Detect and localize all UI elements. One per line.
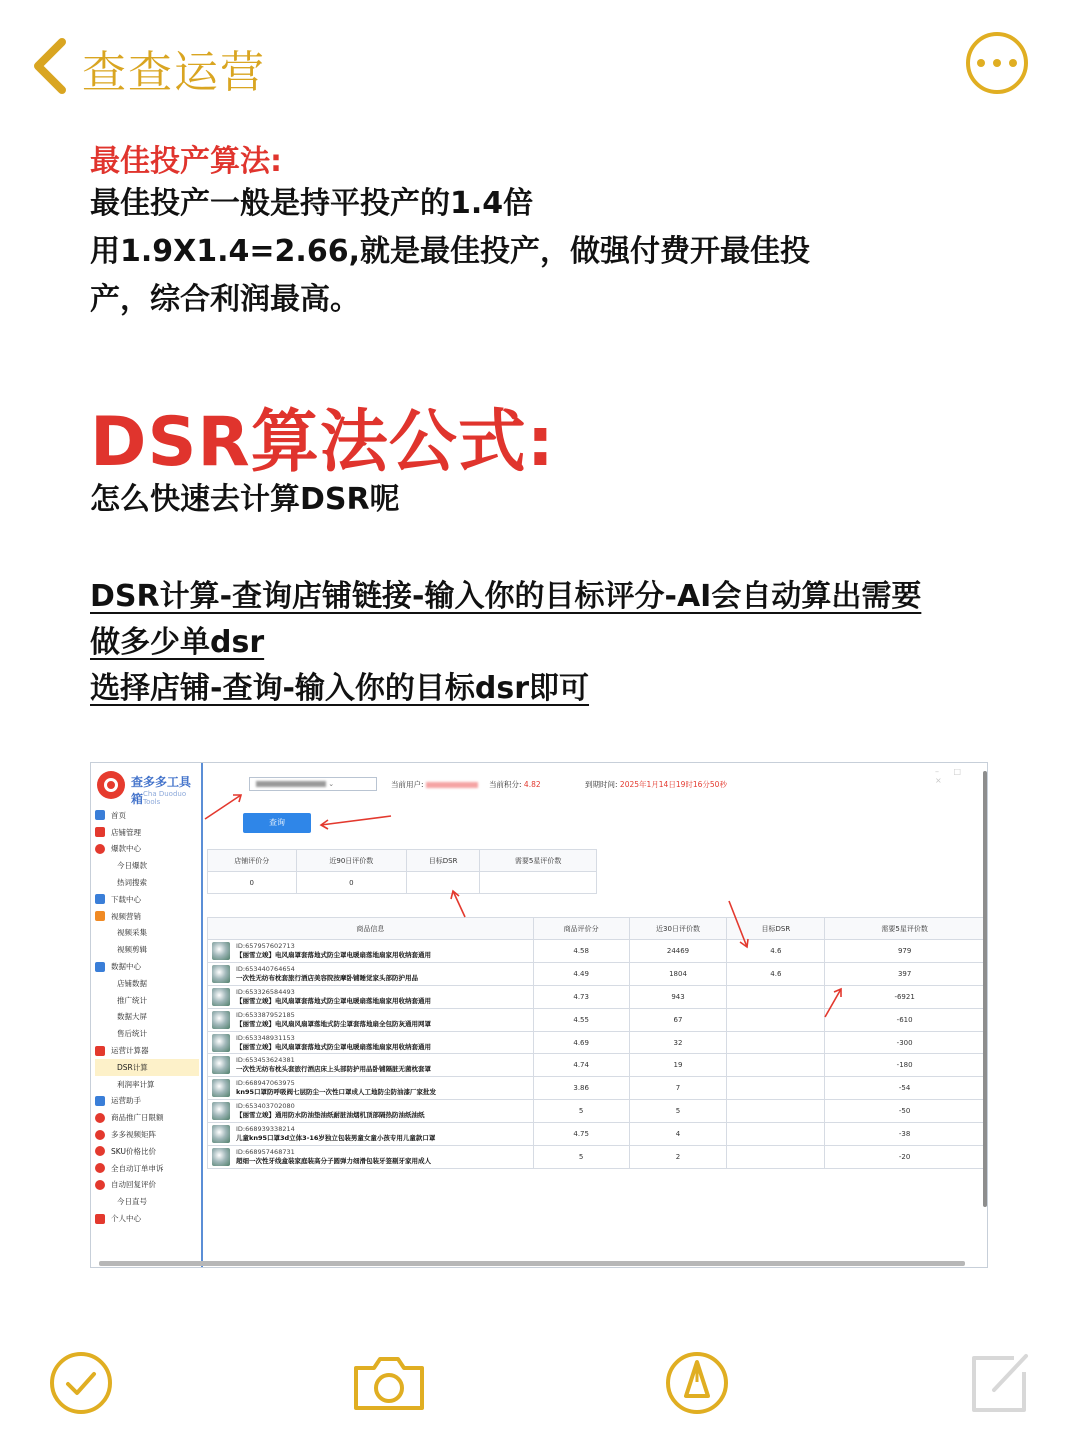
tool-icon <box>95 1163 105 1173</box>
goods-name: 【丽雪立竣】电风扇罩套落地式防尘罩电暖扇落地扇家用收纳套通用 <box>236 950 431 959</box>
sidebar-item-label: 自动回复评价 <box>111 1180 156 1190</box>
section1-line: 产，综合利润最高。 <box>90 282 360 317</box>
sidebar-item-label: 店铺数据 <box>117 978 147 988</box>
goods-name: 【丽雪立竣】通用防水防油垫油纸耐脏油烟机顶部隔热防油纸油纸 <box>236 1111 425 1120</box>
checklist-button[interactable] <box>46 1348 116 1418</box>
sidebar-item-label: 视频采集 <box>117 928 147 938</box>
sidebar-item[interactable] <box>95 975 199 992</box>
sidebar-item[interactable] <box>95 1076 199 1093</box>
shop-stats-table <box>207 849 597 894</box>
sidebar-item[interactable] <box>95 1093 199 1110</box>
table-row[interactable] <box>208 1146 985 1169</box>
goods-name: 【丽雪立竣】电风扇罩套落地式防尘罩电暖扇落地扇家用收纳套通用 <box>236 996 431 1005</box>
sidebar-item[interactable] <box>95 1210 199 1227</box>
goods-id: ID:668939338214 <box>236 1125 295 1134</box>
product-thumbnail <box>212 1079 230 1097</box>
table-row[interactable] <box>208 1077 985 1100</box>
goods-name: 【丽雪立竣】电风扇罩套落地式防尘罩电暖扇落地扇家用收纳套通用 <box>236 1042 431 1051</box>
goods-needed-reviews: -180 <box>825 1054 985 1077</box>
goods-review-count: 1804 <box>629 962 727 985</box>
sidebar-item-label: 数据大屏 <box>117 1012 147 1022</box>
section1-heading: 最佳投产算法: <box>90 144 282 179</box>
goods-score: 4.49 <box>533 962 629 985</box>
goods-target-dsr[interactable] <box>727 1008 825 1031</box>
sidebar-item[interactable] <box>95 807 199 824</box>
sidebar-item[interactable] <box>95 958 199 975</box>
red-arrow-icon <box>315 811 395 833</box>
table-row[interactable] <box>208 940 985 963</box>
fire-icon <box>95 844 105 854</box>
table-row[interactable] <box>208 1054 985 1077</box>
more-dot-icon <box>977 59 985 67</box>
table-row[interactable] <box>208 1100 985 1123</box>
brand-name: 查多多工具箱 <box>131 775 192 806</box>
sidebar-item-label: 数据中心 <box>111 962 141 972</box>
back-button[interactable] <box>28 34 88 94</box>
goods-review-count: 32 <box>629 1031 727 1054</box>
sidebar-item[interactable] <box>95 941 199 958</box>
expire-time: 到期时间: 2025年1月14日19时16分50秒 <box>585 780 727 789</box>
compose-button[interactable] <box>966 1348 1036 1418</box>
sidebar-item-label: 运营助手 <box>111 1096 141 1106</box>
steps-body <box>90 574 990 712</box>
embedded-screenshot <box>90 762 988 1268</box>
goods-needed-reviews: -6921 <box>825 985 985 1008</box>
goods-info-cell <box>208 985 534 1008</box>
sidebar-item-label: 个人中心 <box>111 1214 141 1224</box>
goods-needed-reviews: -50 <box>825 1100 985 1123</box>
window-controls[interactable]: – □ × <box>935 767 968 785</box>
goods-id: ID:653440764654 <box>236 964 295 973</box>
product-thumbnail <box>212 1034 230 1052</box>
table-row[interactable] <box>208 962 985 985</box>
shop-name-blurred <box>256 781 326 787</box>
tool-icon <box>95 1113 105 1123</box>
check-icon <box>46 1348 116 1418</box>
home-icon <box>95 810 105 820</box>
goods-target-dsr[interactable]: 4.6 <box>727 962 825 985</box>
sidebar-item[interactable] <box>95 841 199 858</box>
goods-needed-reviews: -38 <box>825 1123 985 1146</box>
goods-score: 4.75 <box>533 1123 629 1146</box>
goods-target-dsr[interactable] <box>727 1123 825 1146</box>
vertical-scrollbar[interactable] <box>983 771 987 1207</box>
sidebar-item-label: 店铺管理 <box>111 827 141 837</box>
goods-header-cell: 需要5星评价数 <box>825 918 985 940</box>
goods-needed-reviews: 979 <box>825 940 985 963</box>
goods-header-cell: 商品评价分 <box>533 918 629 940</box>
sidebar-item-label: SKU价格比价 <box>111 1146 156 1156</box>
sidebar-item[interactable] <box>95 1160 199 1177</box>
goods-target-dsr[interactable] <box>727 985 825 1008</box>
goods-name: kn95口罩防呼吸阀七层防尘一次性口罩成人工地防尘防油漆厂家批发 <box>236 1088 436 1097</box>
more-dot-icon <box>1009 59 1017 67</box>
goods-info-cell <box>208 1054 534 1077</box>
product-thumbnail <box>212 1102 230 1120</box>
goods-header-cell: 目标DSR <box>727 918 825 940</box>
sidebar-item[interactable] <box>95 908 199 925</box>
brand-subtitle: Cha Duoduo Tools <box>143 790 187 806</box>
goods-score: 4.73 <box>533 985 629 1008</box>
sidebar-item-label: 全自动订单申诉 <box>111 1163 164 1173</box>
goods-needed-reviews: 397 <box>825 962 985 985</box>
goods-score: 3.86 <box>533 1077 629 1100</box>
sidebar-item[interactable] <box>95 1177 199 1194</box>
goods-review-count: 5 <box>629 1100 727 1123</box>
sidebar-item-label: 首页 <box>111 810 126 820</box>
goods-id: ID:653326584493 <box>236 987 295 996</box>
table-row[interactable] <box>208 1031 985 1054</box>
more-options-button[interactable] <box>966 32 1028 94</box>
sidebar-item-label: 售后统计 <box>117 1029 147 1039</box>
goods-info-cell <box>208 1008 534 1031</box>
goods-header-cell: 近30日评价数 <box>629 918 727 940</box>
goods-review-count: 7 <box>629 1077 727 1100</box>
calculator-icon <box>95 1046 105 1056</box>
top-bar <box>0 0 1080 130</box>
goods-info-cell <box>208 940 534 963</box>
goods-target-dsr[interactable] <box>727 1054 825 1077</box>
sidebar-item[interactable] <box>95 1193 199 1210</box>
goods-id: ID:653403702080 <box>236 1102 295 1111</box>
sidebar-item[interactable] <box>95 1143 199 1160</box>
sidebar-item-label: 今日爆款 <box>117 861 147 871</box>
chevron-left-icon <box>28 34 88 94</box>
goods-score: 4.55 <box>533 1008 629 1031</box>
goods-name: 一次性无纺布枕套旅行酒店美容院按摩卧铺睡觉家头部防护用品 <box>236 973 418 982</box>
sidebar-item-label: 下载中心 <box>111 894 141 904</box>
goods-table <box>207 917 985 1169</box>
sidebar-item-label: DSR计算 <box>117 1062 148 1072</box>
tool-icon <box>95 1146 105 1156</box>
section1-line: 用1.9X1.4=2.66,就是最佳投产，做强付费开最佳投 <box>90 234 810 269</box>
goods-name: 超细一次性牙线盒装家庭装高分子圆弹力细滑包装牙签剔牙家用成人 <box>236 1156 431 1165</box>
product-thumbnail <box>212 942 230 960</box>
product-thumbnail <box>212 988 230 1006</box>
tool-main <box>203 763 988 1268</box>
product-thumbnail <box>212 1011 230 1029</box>
table-row[interactable] <box>208 1123 985 1146</box>
sidebar-item-label: 今日直号 <box>117 1197 147 1207</box>
markup-button[interactable] <box>662 1348 732 1418</box>
assistant-icon <box>95 1096 105 1106</box>
goods-id: ID:653348931153 <box>236 1033 295 1042</box>
sidebar-item-label: 运营计算器 <box>111 1046 149 1056</box>
stats-header-cell: 近90日评价数 <box>296 850 407 872</box>
section1-body <box>90 180 990 324</box>
goods-score: 5 <box>533 1146 629 1169</box>
sidebar-item[interactable] <box>95 874 199 891</box>
table-row[interactable] <box>208 985 985 1008</box>
horizontal-scrollbar[interactable] <box>99 1261 965 1266</box>
query-button[interactable]: 查询 <box>243 813 311 833</box>
goods-needed-reviews: -300 <box>825 1031 985 1054</box>
goods-score: 5 <box>533 1100 629 1123</box>
product-thumbnail <box>212 965 230 983</box>
goods-review-count: 24469 <box>629 940 727 963</box>
tool-sidebar <box>91 763 203 1268</box>
stats-value-cell[interactable]: 0 <box>296 872 407 894</box>
goods-info-cell <box>208 1031 534 1054</box>
shop-select[interactable] <box>249 777 377 791</box>
sidebar-item-label: 多多视频矩阵 <box>111 1130 156 1140</box>
sidebar-item[interactable] <box>95 1109 199 1126</box>
goods-needed-reviews: -610 <box>825 1008 985 1031</box>
tool-icon <box>95 1180 105 1190</box>
goods-info-cell <box>208 1146 534 1169</box>
shop-icon <box>95 827 105 837</box>
sidebar-item-label: 推广统计 <box>117 995 147 1005</box>
sidebar-item[interactable] <box>95 1126 199 1143</box>
steps-line: DSR计算-查询店铺链接-输入你的目标评分-AI会自动算出需要 <box>90 579 922 614</box>
goods-id: ID:668957468731 <box>236 1147 295 1156</box>
sidebar-item[interactable] <box>95 1059 199 1076</box>
current-score: 当前积分: 4.82 <box>489 780 541 789</box>
goods-score: 4.69 <box>533 1031 629 1054</box>
sidebar-item[interactable] <box>95 1025 199 1042</box>
pen-icon <box>662 1348 732 1418</box>
goods-name: 一次性无纺布枕头套旅行酒店床上头部防护用品卧铺隔脏无菌枕套罩 <box>236 1065 431 1074</box>
product-thumbnail <box>212 1148 230 1166</box>
chevron-down-icon: ⌄ <box>328 780 335 788</box>
goods-name: 儿童kn95口罩3d立体3-16岁独立包装男童女童小孩专用儿童款口罩 <box>236 1134 436 1143</box>
product-thumbnail <box>212 1056 230 1074</box>
sidebar-item-label: 视频剪辑 <box>117 945 147 955</box>
sidebar-item-label: 爆款中心 <box>111 844 141 854</box>
goods-target-dsr[interactable] <box>727 1100 825 1123</box>
goods-info-cell <box>208 1100 534 1123</box>
stats-value-cell[interactable] <box>480 872 597 894</box>
steps-line: 做多少单dsr <box>90 625 265 660</box>
goods-review-count: 4 <box>629 1123 727 1146</box>
user-name-blurred <box>426 782 478 788</box>
goods-info-cell <box>208 1123 534 1146</box>
camera-button[interactable] <box>350 1348 428 1418</box>
current-user: 当前用户: <box>391 779 478 790</box>
sidebar-item-label: 利润率计算 <box>117 1079 155 1089</box>
goods-needed-reviews: -20 <box>825 1146 985 1169</box>
goods-review-count: 19 <box>629 1054 727 1077</box>
sidebar-item[interactable] <box>95 857 199 874</box>
goods-target-dsr[interactable] <box>727 1031 825 1054</box>
app-title: 查查运营 <box>82 47 266 98</box>
goods-id: ID:668947063975 <box>236 1079 295 1088</box>
goods-score: 4.58 <box>533 940 629 963</box>
table-row[interactable] <box>208 1008 985 1031</box>
section2-subtitle: 怎么快速去计算DSR呢 <box>90 482 400 517</box>
sidebar-item[interactable] <box>95 1009 199 1026</box>
more-dot-icon <box>993 59 1001 67</box>
stats-header-cell: 店铺评价分 <box>208 850 297 872</box>
data-icon <box>95 962 105 972</box>
sidebar-nav <box>95 807 199 1227</box>
goods-id: ID:653453624381 <box>236 1056 295 1065</box>
goods-review-count: 67 <box>629 1008 727 1031</box>
goods-score: 4.74 <box>533 1054 629 1077</box>
goods-target-dsr[interactable] <box>727 1077 825 1100</box>
goods-id: ID:653387952185 <box>236 1010 295 1019</box>
stats-value-cell[interactable]: 0 <box>208 872 297 894</box>
sidebar-item[interactable] <box>95 925 199 942</box>
stats-value-cell[interactable] <box>407 872 480 894</box>
steps-line: 选择店铺-查询-输入你的目标dsr即可 <box>90 671 590 706</box>
product-thumbnail <box>212 1125 230 1143</box>
brand-logo-icon <box>97 771 125 799</box>
goods-target-dsr[interactable]: 4.6 <box>727 940 825 963</box>
sidebar-item-label: 视频营销 <box>111 911 141 921</box>
goods-header-cell: 商品信息 <box>208 918 534 940</box>
goods-review-count: 943 <box>629 985 727 1008</box>
compose-icon <box>966 1348 1036 1418</box>
video-icon <box>95 911 105 921</box>
tool-icon <box>95 1130 105 1140</box>
camera-icon <box>350 1348 428 1418</box>
sidebar-item[interactable] <box>95 992 199 1009</box>
stats-header-cell: 目标DSR <box>407 850 480 872</box>
stats-header-cell: 需要5星评价数 <box>480 850 597 872</box>
goods-id: ID:657957602713 <box>236 941 295 950</box>
goods-name: 【丽雪立竣】电风扇风扇罩落地式防尘罩套落地扇全包防灰通用网罩 <box>236 1019 431 1028</box>
sidebar-item[interactable] <box>95 891 199 908</box>
section1-line: 最佳投产一般是持平投产的1.4倍 <box>90 186 534 221</box>
goods-info-cell <box>208 962 534 985</box>
sidebar-item[interactable] <box>95 1042 199 1059</box>
goods-needed-reviews: -54 <box>825 1077 985 1100</box>
goods-review-count: 2 <box>629 1146 727 1169</box>
sidebar-item[interactable] <box>95 824 199 841</box>
sidebar-item-label: 商品推广日限额 <box>111 1113 164 1123</box>
goods-target-dsr[interactable] <box>727 1146 825 1169</box>
user-icon <box>95 1214 105 1224</box>
download-icon <box>95 894 105 904</box>
goods-info-cell <box>208 1077 534 1100</box>
sidebar-item-label: 热词搜索 <box>117 878 147 888</box>
section2-heading: DSR算法公式: <box>90 403 555 482</box>
